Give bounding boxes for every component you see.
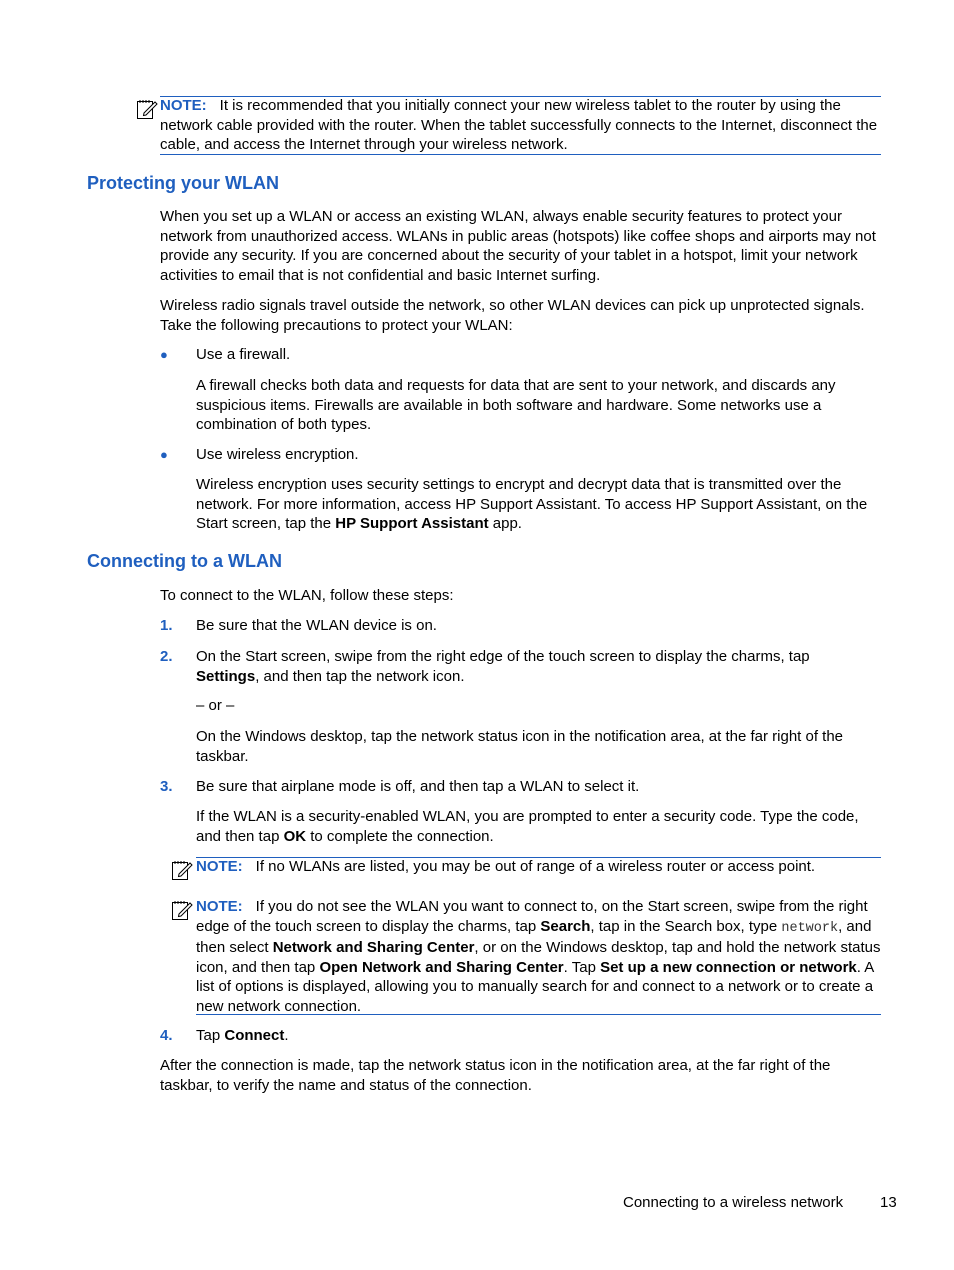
bold-term: Set up a new connection or network xyxy=(600,958,857,976)
text-run: Tap xyxy=(196,1027,225,1044)
paragraph: To connect to the WLAN, follow these steps: xyxy=(160,587,454,604)
section-heading-connecting: Connecting to a WLAN xyxy=(87,551,282,571)
note-text xyxy=(160,96,881,155)
note-pencil-icon xyxy=(136,98,158,120)
step-alt-text: On the Windows desktop, tap the network status icon in the notification area, at the far right of the taskbar. xyxy=(196,728,844,765)
bullet-marker: ● xyxy=(160,447,168,462)
text-run: Wireless encryption uses security settings to encrypt and decrypt data that is transmitted over the network. For more information, access HP Support Assistant. To access HP Support Assistant, on the Start screen, tap the xyxy=(196,476,868,533)
section-heading-protecting: Protecting your WLAN xyxy=(87,173,279,193)
or-separator: – or – xyxy=(196,697,235,714)
bullet-body: A firewall checks both data and requests for data that are sent to your network, and discards any suspicious items. Firewalls are available in both software and hardware. Some networks use a combination of both types. xyxy=(196,377,836,434)
text-run: to complete the connection. xyxy=(306,827,494,845)
text-run: . xyxy=(284,1027,289,1044)
bold-term: Search xyxy=(540,917,591,935)
text-run: On the Start screen, swipe from the right edge of the touch screen to display the charms, tap xyxy=(196,648,810,665)
text-run: If you do not see the WLAN you want to connect to, on the Start screen, swipe from the right edge of the touch screen to display the charms, tap xyxy=(196,898,868,935)
text-run: . Tap xyxy=(563,958,601,976)
step-text xyxy=(196,647,876,686)
text-run: , and then select xyxy=(196,917,872,957)
note-pencil-icon xyxy=(171,899,193,921)
bold-term: Network and Sharing Center xyxy=(272,939,475,957)
step-text xyxy=(196,1026,289,1046)
bold-term: Open Network and Sharing Center xyxy=(319,958,564,976)
step-number: 2. xyxy=(160,648,173,665)
bold-term: HP Support Assistant xyxy=(335,515,489,533)
step-number: 3. xyxy=(160,778,173,795)
text-run: , or on the Windows desktop, tap and hold the network status icon, and then tap xyxy=(196,939,881,976)
step-sub-text xyxy=(196,807,876,846)
footer-section-title: Connecting to a wireless network xyxy=(623,1194,844,1211)
bullet-marker: ● xyxy=(160,347,168,362)
step-number: 4. xyxy=(160,1027,173,1044)
text-run: . A list of options is displayed, allowing you to manually search for and connect to a network or to create a new network connection. xyxy=(196,958,874,1015)
paragraph: After the connection is made, tap the network status icon in the notification area, at the far right of the taskbar, to verify the name and status of the connection. xyxy=(160,1057,831,1094)
bold-term: OK xyxy=(283,827,307,845)
code-term: network xyxy=(781,920,839,936)
page-number: 13 xyxy=(880,1194,897,1211)
bold-term: Connect xyxy=(224,1027,285,1044)
bold-term: Settings xyxy=(196,667,256,685)
step-number: 1. xyxy=(160,617,173,634)
bullet-body xyxy=(196,475,886,534)
note-body: It is recommended that you initially connect your new wireless tablet to the router by using the network cable provided with the router. When the tablet successfully connects to the Internet, disconnect the cable, and access the Internet through your wireless network. xyxy=(160,97,878,154)
bullet-title: Use wireless encryption. xyxy=(196,446,359,463)
note-body: If no WLANs are listed, you may be out of range of a wireless router or access point. xyxy=(255,858,816,875)
text-run: , tap in the Search box, type xyxy=(590,917,782,935)
note-text xyxy=(196,897,884,1017)
text-run: If the WLAN is a security-enabled WLAN, you are prompted to enter a security code. Type the code, and then tap xyxy=(196,808,859,845)
note-label: NOTE: xyxy=(160,97,207,114)
text-run: , and then tap the network icon. xyxy=(255,667,465,685)
note-text xyxy=(196,857,881,877)
note-label: NOTE: xyxy=(196,898,243,915)
paragraph: When you set up a WLAN or access an existing WLAN, always enable security features to protect your network from unauthorized access. WLANs in public areas (hotspots) like coffee shops and airports may not provide any security. If you are concerned about the security of your tablet in a hotspot, limit your network activities to email that is not confidential and basic Internet surfing. xyxy=(160,208,876,284)
step-text: Be sure that airplane mode is off, and then tap a WLAN to select it. xyxy=(196,778,640,795)
text-run: app. xyxy=(488,515,522,533)
paragraph: Wireless radio signals travel outside the network, so other WLAN devices can pick up unprotected signals. Take the following precautions to protect your WLAN: xyxy=(160,297,865,334)
step-text: Be sure that the WLAN device is on. xyxy=(196,617,437,634)
note-label: NOTE: xyxy=(196,858,243,875)
note-pencil-icon xyxy=(171,859,193,881)
bullet-title: Use a firewall. xyxy=(196,346,291,363)
